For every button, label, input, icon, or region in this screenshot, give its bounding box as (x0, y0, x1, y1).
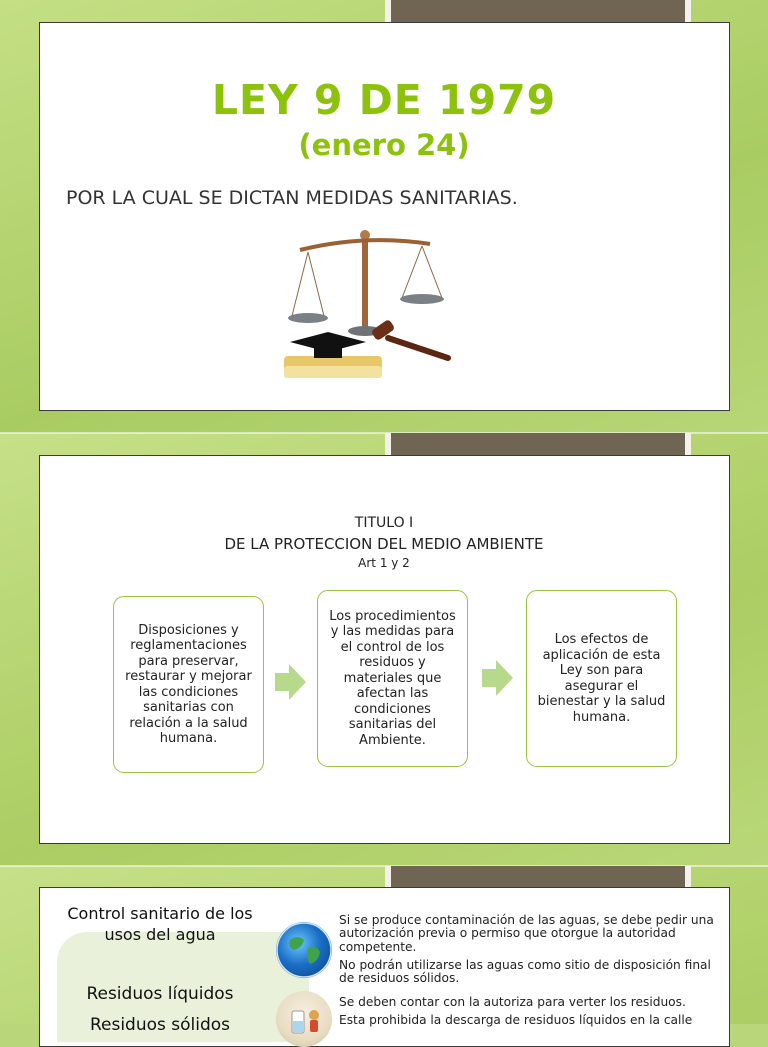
slide2-heading-title: TITULO I (354, 515, 414, 531)
process-box-2-text: Los procedimientos y las medidas para el control de los residuos y materiales que afectan las condiciones sanitarias del Ambiente. (329, 608, 456, 748)
right-arrow-icon (275, 664, 307, 700)
topic-solid-waste: Residuos sólidos (89, 1015, 231, 1035)
slide1-subtitle: POR LA CUAL SE DICTAN MEDIDAS SANITARIAS. (66, 187, 518, 209)
process-box-3 (526, 590, 677, 767)
water-rule-2: No podrán utilizarse las aguas como sitio de disposición final de residuos sólidos. (339, 958, 711, 986)
water-glass-icon (276, 991, 332, 1047)
globe-icon (276, 922, 332, 978)
justice-scale-icon (280, 228, 460, 393)
process-box-1-text: Disposiciones y reglamentaciones para preservar, restaurar y mejorar las condiciones sanitarias con relación a la salud humana. (125, 622, 252, 746)
topic-water-control: Control sanitario de los usos del agua (67, 904, 253, 944)
liquid-waste-rule-2: Esta prohibida la descarga de residuos líquidos en la calle (339, 1013, 693, 1027)
slide1-date: (enero 24) (298, 128, 470, 162)
right-arrow-icon (482, 660, 514, 696)
process-box-1 (113, 596, 264, 773)
slide2-heading-articles: Art 1 y 2 (358, 556, 410, 570)
process-box-2 (317, 590, 468, 767)
slide2-heading-subtitle: DE LA PROTECCION DEL MEDIO AMBIENTE (224, 535, 544, 553)
water-rule-1: Si se produce contaminación de las aguas, se debe pedir una autorización previa o permiso que otorgue la autoridad competente. (339, 913, 714, 954)
topic-liquid-waste: Residuos líquidos (86, 984, 234, 1004)
slide1-title: LEY 9 DE 1979 (211, 76, 557, 124)
process-box-3-text: Los efectos de aplicación de esta Ley son para asegurar el bienestar y la salud humana. (537, 632, 666, 725)
liquid-waste-rule-1: Se deben contar con la autoriza para verter los residuos. (339, 995, 686, 1009)
